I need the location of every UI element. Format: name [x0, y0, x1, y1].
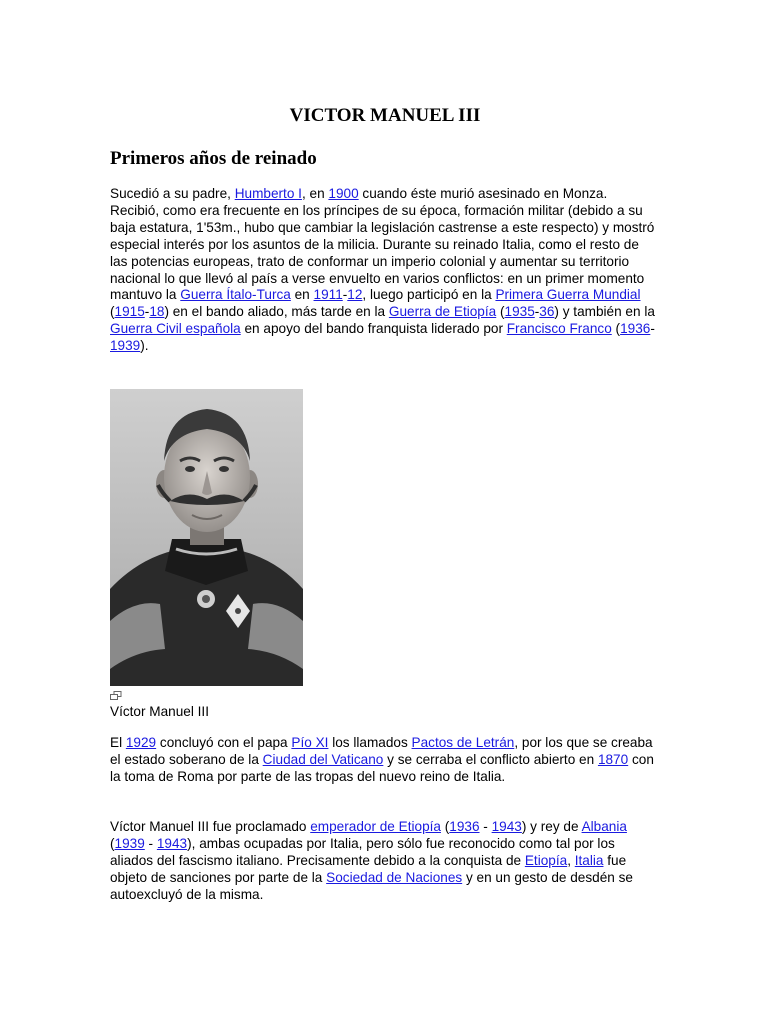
paragraph-text: - [650, 321, 655, 337]
paragraph-text: - [144, 304, 150, 320]
paragraph-text: El [110, 735, 126, 750]
paragraph-text: ( [440, 819, 450, 834]
paragraph-text: ), ambas ocupadas por Italia, pero sólo fue reconocido como tal por los aliados del fascismo italiano. Precisamente debido a la conquista de [110, 835, 615, 868]
link-pio-xi[interactable]: Pío XI [291, 735, 329, 750]
link-1939-albania[interactable]: 1939 [114, 835, 145, 851]
link-italia[interactable]: Italia [574, 852, 604, 868]
link-guerra-civil-espanola[interactable]: Guerra Civil española [110, 321, 241, 337]
link-francisco-franco[interactable]: Francisco Franco [506, 321, 612, 337]
link-1935[interactable]: 1935 [504, 304, 535, 320]
link-guerra-de-etiopia[interactable]: Guerra de Etiopía [388, 304, 497, 320]
paragraph-text: ) y también en la [554, 304, 655, 320]
link-1943-emperador[interactable]: 1943 [491, 819, 522, 834]
link-1936-short[interactable]: 36 [539, 304, 555, 320]
link-guerra-italo-turca[interactable]: Guerra Ítalo-Turca [180, 287, 291, 303]
paragraph-primeros-anos [110, 186, 660, 355]
link-1912[interactable]: 12 [347, 287, 363, 303]
paragraph-pactos-letran [110, 735, 660, 786]
paragraph-text: ( [496, 304, 505, 320]
link-1943-albania[interactable]: 1943 [156, 835, 188, 851]
paragraph-text: los llamados [328, 735, 412, 750]
link-ciudad-del-vaticano[interactable]: Ciudad del Vaticano [262, 751, 384, 767]
paragraph-text: concluyó con el papa [156, 735, 292, 750]
enlarge-icon[interactable] [110, 687, 122, 696]
paragraph-emperador-etiopia [110, 819, 660, 904]
link-1939[interactable]: 1939 [110, 338, 141, 354]
paragraph-text: y en un gesto de desdén se autoexcluyó de la misma. [110, 869, 633, 902]
paragraph-text: , luego participó en la [362, 287, 496, 303]
paragraph-text: y se cerraba el conflicto abierto en [383, 751, 598, 767]
link-albania[interactable]: Albania [581, 819, 627, 834]
image-caption: Víctor Manuel III [110, 704, 209, 719]
link-etiopia[interactable]: Etiopía [524, 852, 568, 868]
section-heading: Primeros años de reinado [110, 148, 317, 169]
link-1870[interactable]: 1870 [597, 751, 629, 767]
paragraph-text: en [290, 287, 314, 303]
link-humberto-i[interactable]: Humberto I [234, 186, 302, 201]
link-1911[interactable]: 1911 [313, 287, 343, 303]
paragraph-text: ). [140, 338, 149, 354]
link-sociedad-de-naciones[interactable]: Sociedad de Naciones [326, 869, 463, 885]
paragraph-text: , [567, 852, 575, 868]
paragraph-text: con la toma de Roma por parte de las tropas del nuevo reino de Italia. [110, 751, 654, 784]
paragraph-text: , en [301, 186, 329, 201]
page-title: VICTOR MANUEL III [289, 105, 481, 126]
paragraph-text: ( [110, 835, 115, 851]
paragraph-text: - [342, 287, 348, 303]
link-primera-guerra-mundial[interactable]: Primera Guerra Mundial [495, 287, 641, 303]
link-1915[interactable]: 1915 [114, 304, 145, 320]
paragraph-text: ( [611, 321, 621, 337]
link-1900[interactable]: 1900 [328, 186, 359, 201]
paragraph-text: fue objeto de sanciones por parte de la [110, 852, 627, 885]
paragraph-text: - [534, 304, 540, 320]
link-1936-emperador[interactable]: 1936 [449, 819, 480, 834]
paragraph-text: en apoyo del bando franquista liderado por [240, 321, 507, 337]
link-pactos-de-letran[interactable]: Pactos de Letrán [411, 735, 515, 750]
portrait-image[interactable] [110, 389, 303, 686]
link-emperador-de-etiopia[interactable]: emperador de Etiopía [310, 819, 441, 834]
paragraph-text: , por los que se creaba el estado soberano de la [110, 735, 653, 767]
paragraph-text: Víctor Manuel III fue proclamado [110, 819, 311, 834]
paragraph-text: - [479, 819, 492, 834]
paragraph-text: ) en el bando aliado, más tarde en la [164, 304, 389, 320]
paragraph-text: ( [110, 304, 115, 320]
paragraph-text: ) y rey de [521, 819, 582, 834]
link-1929[interactable]: 1929 [125, 735, 157, 750]
paragraph-text: - [144, 835, 157, 851]
link-1936[interactable]: 1936 [620, 321, 651, 337]
link-1918[interactable]: 18 [149, 304, 165, 320]
paragraph-text: cuando éste murió asesinado en Monza. Recibió, como era frecuente en los príncipes de su época, formación militar (debido a su baja estatura, 1'53m., hubo que cambiar la legislación castrense a este respecto) y mostró especial interés por los asuntos de la milicia. Durante su reinado Italia, como el resto de las potencias europeas, trato de conformar un imperio colonial y aumentar su territorio nacional lo que llevó al país a verse envuelto en varios conflictos: en un primer momento mantuvo la [110, 186, 655, 303]
paragraph-text: Sucedió a su padre, [110, 186, 235, 201]
